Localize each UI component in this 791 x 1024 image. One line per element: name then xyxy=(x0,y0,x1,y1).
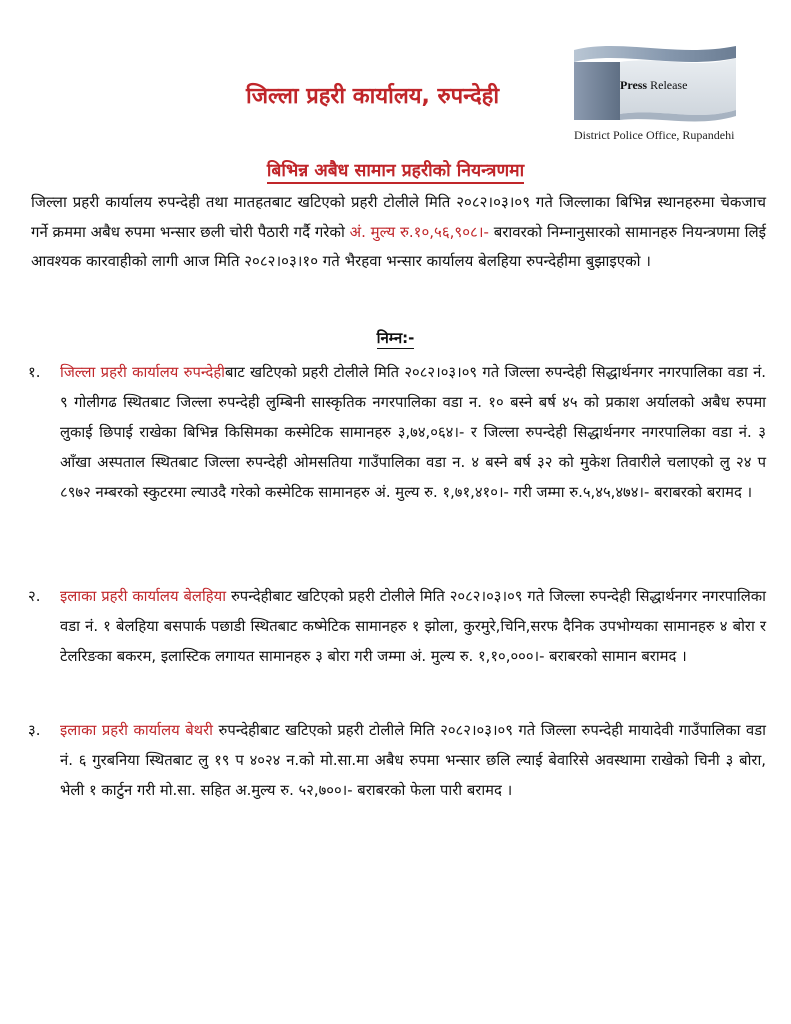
list-item xyxy=(28,582,766,672)
list-item-text: रुपन्देहीबाट खटिएको प्रहरी टोलीले मिति २०८२।०३।०९ गते जिल्ला रुपन्देही सिद्धार्थनगर नगरपालिका वडा नं. १ बेलहिया बसपार्क पछाडी स्थितबाट कष्मेटिक सामानहरु १ झोला, कुरमुरे,चिनि,सरफ दैनिक उपभोग्यका सामानहरु ४ बोरा र टेलरिङका बकरम, इलास्टिक लगायत सामानहरु ३ बोरा गरी जम्मा अं. मुल्य रु. १,१०,०००।- बराबरको सामान बरामद । xyxy=(60,588,766,665)
list-item-number: १. xyxy=(28,364,41,381)
list-item-number: २. xyxy=(28,588,41,605)
intro-text-1: जिल्ला प्रहरी कार्यालय रुपन्देही तथा मातहतबाट खटिएको प्रहरी टोलीले मिति २०८२।०३।०९ गते जिल्लाका बिभिन्न स्थानहरुमा चेकजाच गर्ने क्रममा अबैध रुपमा भन्सार छली चोरी पैठारी गर्दै गरेको xyxy=(31,193,766,241)
list-item xyxy=(28,716,766,806)
list-item-office: जिल्ला प्रहरी कार्यालय रुपन्देही xyxy=(60,364,226,381)
intro-text-2: बरावरको निम्नानुसारको सामानहरु नियन्त्रणमा लिई आवश्यक कारवाहीको लागी आज मिति २०८२।०३।१० गते भैरहवा भन्सार कार्यालय बेलहिया रुपन्देहीमा बुझाइएको । xyxy=(31,222,766,270)
intro-paragraph xyxy=(31,188,766,277)
office-name-english: District Police Office, Rupandehi xyxy=(574,128,735,142)
press-release-label: Press Release xyxy=(620,78,688,92)
list-item-office: इलाका प्रहरी कार्यालय बेलहिया xyxy=(60,588,227,605)
list-item xyxy=(28,358,766,508)
list-item-number: ३. xyxy=(28,722,41,739)
office-title: जिल्ला प्रहरी कार्यालय, रुपन्देही xyxy=(246,84,500,109)
headline: बिभिन्न अबैध सामान प्रहरीको नियन्त्रणमा xyxy=(0,158,791,182)
list-item-text: रुपन्देहीबाट खटिएको प्रहरी टोलीले मिति २०८२।०३।०९ गते जिल्ला रुपन्देही मायादेवी गाउँपालिका वडा नं. ६ गुरबनिया स्थितबाट लु १९ प ४०२४ न.को मो.सा.मा अबैध रुपमा भन्सार छलि ल्याई बेवारिसे अवस्थामा राखेको चिनी ३ बोरा, भेली १ कार्टुन गरी मो.सा. सहित अ.मुल्य रु. ५२,७००।- बराबरको फेला पारी बरामद । xyxy=(60,722,766,799)
list-item-office: इलाका प्रहरी कार्यालय बेथरी xyxy=(60,722,213,739)
intro-amount: अं. मुल्य रु.१०,५६,९०८।- xyxy=(349,222,489,241)
list-subheading: निम्न:- xyxy=(376,329,415,347)
list-item-text: बाट खटिएको प्रहरी टोलीले मिति २०८२।०३।०९ गते जिल्ला रुपन्देही सिद्धार्थनगर नगरपालिका वडा नं. ९ गोलीगढ स्थितबाट जिल्ला रुपन्देही लुम्बिनी सास्कृतिक नगरपालिका वडा न. १० बस्ने बर्ष ४५ को प्रकाश अर्यालको अबैध रुपमा लुकाई छिपाई राखेका बिभिन्न किसिमका कस्मेटिक सामानहरु ३,७४,०६४।- र जिल्ला रुपन्देही सिद्धार्थनगर नगरपालिका वडा नं. ३ आँखा अस्पताल स्थितबाट जिल्ला रुपन्देही ओमसतिया गाउँपालिका वडा न. ४ बस्ने बर्ष ३२ को मुकेश तिवारीले चलाएको लु २४ प ८९७२ नम्बरको स्कुटरमा ल्याउदै गरेको कस्मेटिक सामानहरु अं. मुल्य रु. १,७१,४१०।- गरी जम्मा रु.५,४५,४७४।- बराबरको बरामद । xyxy=(60,364,766,501)
